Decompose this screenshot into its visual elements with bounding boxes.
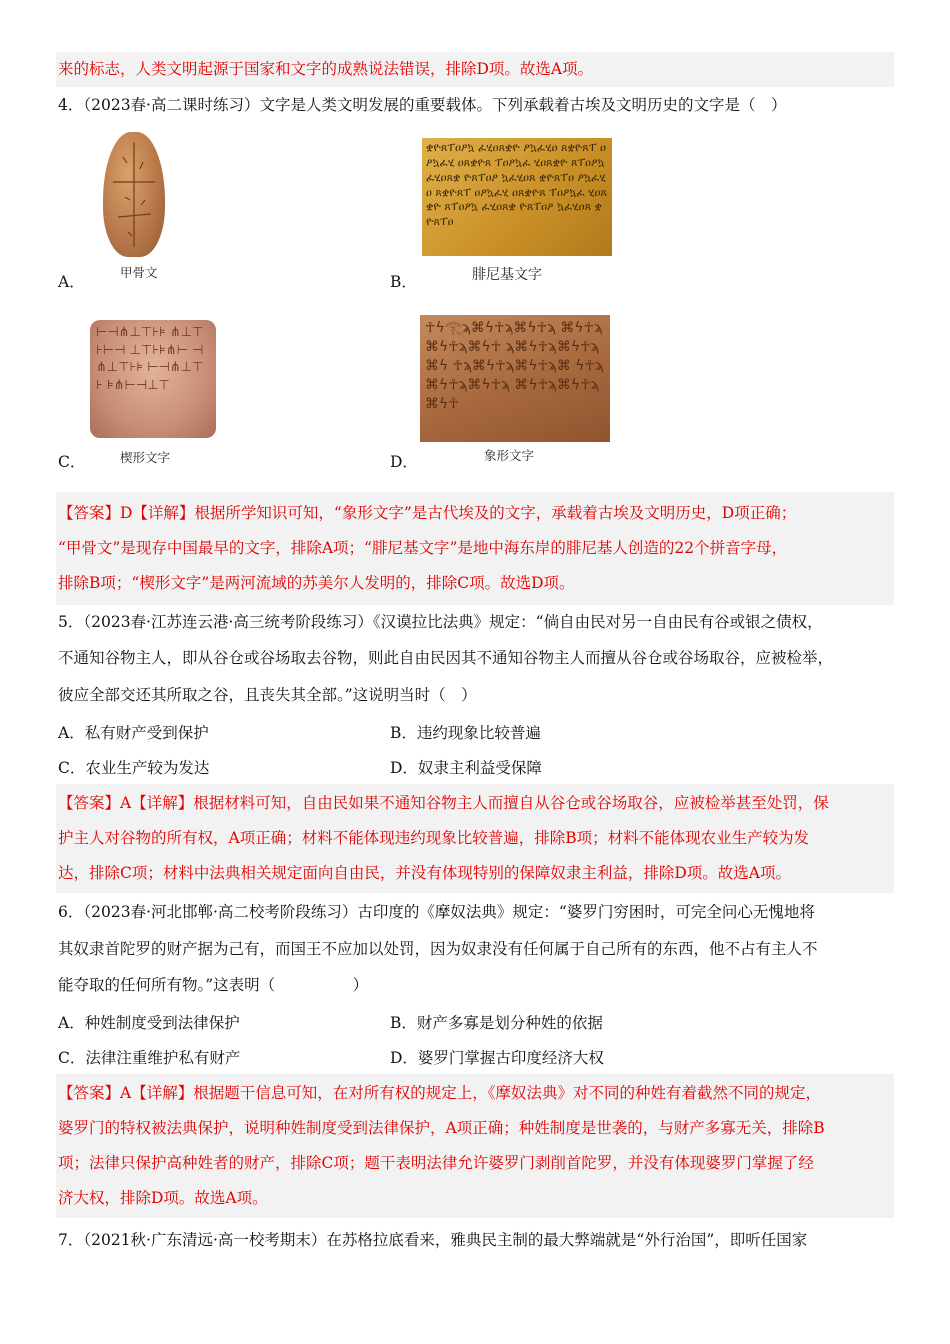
option-c-letter: C． [58, 453, 86, 471]
option-b: B．违约现象比较普遍 [390, 724, 541, 742]
option-c: C．农业生产较为发达 [58, 759, 210, 777]
caption-cuneiform: 楔形文字 [120, 450, 171, 465]
option-b: B．财产多寡是划分种姓的依据 [390, 1014, 603, 1032]
answer-line: 济大权，排除D项。故选A项。 [58, 1189, 268, 1207]
hieroglyph-image: ☥ϟ𓂀ϡ⌘ϟ☥ϡ⌘ϟ☥ϡ ⌘ϟ☥ϡ⌘ϟ☥ϡ⌘ϟ☥ ϡ⌘ϟ☥ϡ⌘ϟ☥ϡ⌘ϟ ☥ϡ⌘ϟ☥ϡ⌘ϟ☥ϡ⌘ ϟ☥ϡ⌘ϟ☥ϡ⌘ϟ☥ϡ ⌘ϟ☥ϡ⌘ϟ☥ϡ⌘ϟ☥ [420, 315, 610, 442]
answer-block-q5 [56, 784, 894, 893]
option-a-letter: A． [58, 273, 85, 291]
answer-block-prev [56, 52, 894, 87]
answer-line: 【答案】A【详解】根据材料可知，自由民如果不通知谷物主人而擅自从谷仓或谷场取谷，应被检举甚至处罚，保 [58, 794, 829, 812]
caption-phoenician: 腓尼基文字 [472, 267, 542, 283]
answer-line: 婆罗门的特权被法典保护，说明种姓制度受到法律保护，A项正确；种姓制度是世袭的，与财产多寡无关，排除B [58, 1119, 825, 1137]
answer-line: 【答案】D【详解】根据所学知识可知，“象形文字”是古代埃及的文字，承载着古埃及文明历史，D项正确； [58, 504, 797, 522]
answer-text: 来的标志，人类文明起源于国家和文字的成熟说法错误，排除D项。故选A项。 [58, 60, 594, 78]
caption-oracle-bone: 甲骨文 [120, 265, 158, 280]
answer-line: 项；法律只保护高种姓者的财产，排除C项；题干表明法律允许婆罗门剥削首陀罗，并没有体现婆罗门掌握了经 [58, 1154, 814, 1172]
option-c: C．法律注重维护私有财产 [58, 1049, 241, 1067]
cuneiform-tablet-image: ⊢⊣⋔⊥⊤⊦⊧ ⋔⊥⊤⊦⊢⊣ ⊥⊤⊦⊧⋔⊢ ⊣⋔⊥⊤⊦⊧ ⊢⊣⋔⊥⊤⊦ ⊧⋔⊢⊣⊥⊤ [90, 320, 216, 438]
answer-block-q4 [56, 492, 894, 605]
answer-line: “甲骨文”是现存中国最早的文字，排除A项；“腓尼基文字”是地中海东岸的腓尼基人创造的22个拼音字母， [58, 539, 788, 557]
question-6-stem-line: 其奴隶首陀罗的财产据为己有，而国王不应加以处罚，因为奴隶没有任何属于自己所有的东西，他不占有主人不 [58, 940, 818, 958]
question-5-stem-line: 5．（2023春·江苏连云港·高三统考阶段练习）《汉谟拉比法典》规定：“倘自由民对另一自由民有谷或银之债权， [58, 613, 823, 631]
answer-block-q6 [56, 1074, 894, 1218]
option-b-letter: B． [390, 273, 417, 291]
question-4-stem: 4．（2023春·高二课时练习）文字是人类文明发展的重要载体。下列承载着古埃及文明历史的文字是（ ） [58, 96, 787, 114]
question-5-stem-line: 不通知谷物主人，即从谷仓或谷场取去谷物，则此自由民因其不通知谷物主人而擅从谷仓或谷场取谷，应被检举， [58, 649, 834, 667]
answer-line: 护主人对谷物的所有权，A项正确；材料不能体现违约现象比较普遍，排除B项；材料不能体现农业生产较为发 [58, 829, 810, 847]
oracle-bone-cracks [103, 132, 165, 257]
question-5-stem-line: 彼应全部交还其所取之谷，且丧失其全部。”这说明当时（ ） [58, 686, 477, 704]
option-a: A．私有财产受到保护 [58, 724, 209, 742]
question-7-stem: 7．（2021秋·广东清远·高一校考期末）在苏格拉底看来，雅典民主制的最大弊端就是“外行治国”，即听任国家 [58, 1231, 808, 1249]
caption-hieroglyph: 象形文字 [484, 448, 535, 463]
answer-line: 【答案】A【详解】根据题干信息可知，在对所有权的规定上，《摩奴法典》对不同的种姓有着截然不同的规定， [58, 1084, 821, 1102]
option-d-letter: D． [390, 453, 418, 471]
answer-line: 达，排除C项；材料中法典相关规定面向自由民，并没有体现特别的保障奴隶主利益，排除D项。故选A项。 [58, 864, 791, 882]
oracle-bone-image [103, 132, 165, 257]
option-d: D．婆罗门掌握古印度经济大权 [390, 1049, 604, 1067]
option-a: A．种姓制度受到法律保护 [58, 1014, 240, 1032]
question-6-stem-line: 能夺取的任何所有物。”这表明（ ） [58, 976, 369, 994]
phoenician-script-image: ቋዮጸፐዐዖኳ ፈሂዐጸቋዮ ዖኳፈሂዐ ጸቋዮጸፐ ዐዖኳፈሂ ዐጸቋዮጸ ፐዐዖኳፈ ሂዐጸቋዮ ጸፐዐዖኳ ፈሂዐጸቋ ዮጸፐዐዖ ኳፈሂዐጸ ቋዮጸፐዐ ዖኳፈሂዐ ጸቋዮጸፐ ዐዖኳፈሂ ዐጸቋዮጸ ፐዐዖኳፈ ሂዐጸቋዮ ጸፐዐዖኳ ፈሂዐጸቋ ዮጸፐዐዖ ኳፈሂዐጸ ቋዮጸፐዐ [422, 138, 612, 256]
answer-line: 排除B项；“楔形文字”是两河流域的苏美尔人发明的，排除C项。故选D项。 [58, 574, 575, 592]
question-6-stem-line: 6．（2023春·河北邯郸·高二校考阶段练习）古印度的《摩奴法典》规定：“婆罗门穷困时，可完全问心无愧地将 [58, 903, 815, 921]
option-d: D．奴隶主利益受保障 [390, 759, 542, 777]
